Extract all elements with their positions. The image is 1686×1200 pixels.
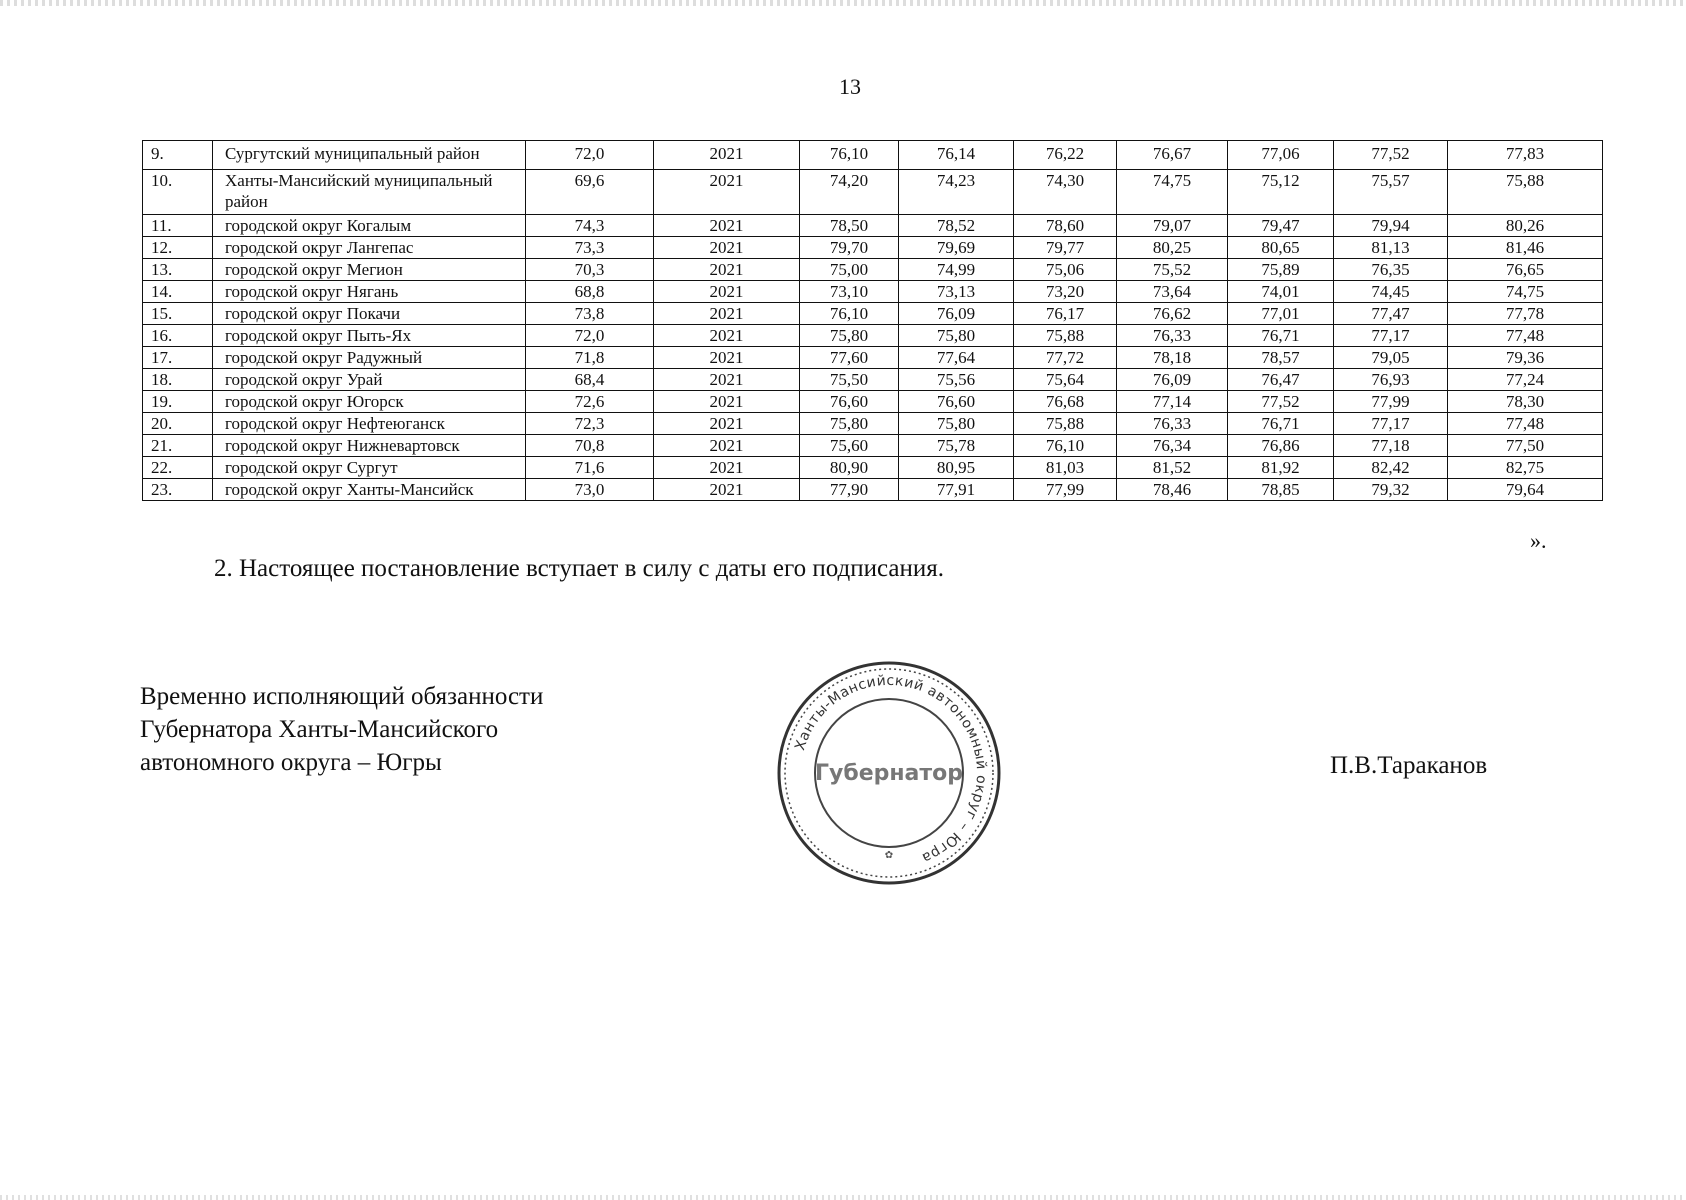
value-cell: 78,30 [1448, 391, 1603, 413]
scan-artifact-top [0, 0, 1686, 6]
value-cell: 73,0 [526, 479, 654, 501]
value-cell: 79,70 [800, 237, 899, 259]
value-cell: 71,8 [526, 347, 654, 369]
value-cell: 77,91 [899, 479, 1014, 501]
value-cell: 76,71 [1228, 413, 1334, 435]
value-cell: 73,13 [899, 281, 1014, 303]
year-cell: 2021 [654, 479, 800, 501]
page-number: 13 [839, 74, 861, 99]
value-cell: 72,0 [526, 325, 654, 347]
value-cell: 82,75 [1448, 457, 1603, 479]
value-cell: 74,75 [1117, 170, 1228, 215]
value-cell: 77,60 [800, 347, 899, 369]
seal-center-text: Губернатор [814, 761, 964, 786]
year-cell: 2021 [654, 303, 800, 325]
table-row [143, 303, 1603, 325]
year-cell: 2021 [654, 369, 800, 391]
value-cell: 76,65 [1448, 259, 1603, 281]
value-cell: 75,80 [800, 325, 899, 347]
value-cell: 76,68 [1014, 391, 1117, 413]
value-cell: 79,64 [1448, 479, 1603, 501]
scan-artifact-bottom [0, 1195, 1686, 1200]
signature-title-line-3: автономного округа – Югры [140, 749, 442, 776]
value-cell: 81,92 [1228, 457, 1334, 479]
value-cell: 75,64 [1014, 369, 1117, 391]
table-row [143, 215, 1603, 237]
value-cell: 79,36 [1448, 347, 1603, 369]
year-cell: 2021 [654, 325, 800, 347]
value-cell: 76,17 [1014, 303, 1117, 325]
row-number-cell: 19. [143, 391, 213, 413]
value-cell: 80,25 [1117, 237, 1228, 259]
value-cell: 78,18 [1117, 347, 1228, 369]
value-cell: 81,46 [1448, 237, 1603, 259]
table-row [143, 347, 1603, 369]
governor-seal [774, 658, 1004, 888]
value-cell: 76,34 [1117, 435, 1228, 457]
row-number-cell: 13. [143, 259, 213, 281]
signature-title-line-1: Временно исполняющий обязанности [140, 683, 544, 710]
value-cell: 73,8 [526, 303, 654, 325]
value-cell: 77,72 [1014, 347, 1117, 369]
value-cell: 77,99 [1334, 391, 1448, 413]
value-cell: 80,95 [899, 457, 1014, 479]
indicator-table [142, 140, 1603, 501]
table-row [143, 369, 1603, 391]
value-cell: 73,64 [1117, 281, 1228, 303]
value-cell: 81,03 [1014, 457, 1117, 479]
municipality-name-cell: городской округ Пыть-Ях [213, 325, 526, 347]
value-cell: 77,17 [1334, 325, 1448, 347]
value-cell: 74,45 [1334, 281, 1448, 303]
value-cell: 77,99 [1014, 479, 1117, 501]
table-row [143, 479, 1603, 501]
value-cell: 76,93 [1334, 369, 1448, 391]
value-cell: 75,88 [1448, 170, 1603, 215]
value-cell: 76,10 [800, 303, 899, 325]
value-cell: 75,60 [800, 435, 899, 457]
value-cell: 72,6 [526, 391, 654, 413]
value-cell: 77,78 [1448, 303, 1603, 325]
value-cell: 76,60 [899, 391, 1014, 413]
value-cell: 75,06 [1014, 259, 1117, 281]
signature-title-line-2: Губернатора Ханты-Мансийского [140, 716, 499, 743]
row-number-cell: 10. [143, 170, 213, 215]
row-number-cell: 9. [143, 141, 213, 170]
value-cell: 74,99 [899, 259, 1014, 281]
value-cell: 74,30 [1014, 170, 1117, 215]
year-cell: 2021 [654, 237, 800, 259]
value-cell: 77,48 [1448, 413, 1603, 435]
value-cell: 78,46 [1117, 479, 1228, 501]
row-number-cell: 11. [143, 215, 213, 237]
value-cell: 75,50 [800, 369, 899, 391]
row-number-cell: 16. [143, 325, 213, 347]
row-number-cell: 18. [143, 369, 213, 391]
row-number-cell: 22. [143, 457, 213, 479]
value-cell: 79,47 [1228, 215, 1334, 237]
seal-star-icon: ✿ [884, 850, 894, 861]
value-cell: 76,60 [800, 391, 899, 413]
value-cell: 76,71 [1228, 325, 1334, 347]
value-cell: 79,77 [1014, 237, 1117, 259]
value-cell: 78,85 [1228, 479, 1334, 501]
value-cell: 77,90 [800, 479, 899, 501]
value-cell: 82,42 [1334, 457, 1448, 479]
value-cell: 78,60 [1014, 215, 1117, 237]
value-cell: 77,17 [1334, 413, 1448, 435]
table-row [143, 413, 1603, 435]
value-cell: 77,24 [1448, 369, 1603, 391]
value-cell: 79,69 [899, 237, 1014, 259]
year-cell: 2021 [654, 141, 800, 170]
value-cell: 76,22 [1014, 141, 1117, 170]
row-number-cell: 12. [143, 237, 213, 259]
value-cell: 75,78 [899, 435, 1014, 457]
value-cell: 75,80 [800, 413, 899, 435]
municipality-name-cell: городской округ Ханты-Мансийск [213, 479, 526, 501]
value-cell: 77,52 [1228, 391, 1334, 413]
table-row [143, 435, 1603, 457]
value-cell: 75,88 [1014, 325, 1117, 347]
municipality-name-cell: Сургутский муниципальный район [213, 141, 526, 170]
year-cell: 2021 [654, 457, 800, 479]
value-cell: 74,3 [526, 215, 654, 237]
value-cell: 78,50 [800, 215, 899, 237]
value-cell: 76,62 [1117, 303, 1228, 325]
value-cell: 77,01 [1228, 303, 1334, 325]
municipality-name-cell: городской округ Радужный [213, 347, 526, 369]
year-cell: 2021 [654, 391, 800, 413]
signer-name: П.В.Тараканов [1330, 752, 1488, 779]
value-cell: 69,6 [526, 170, 654, 215]
row-number-cell: 17. [143, 347, 213, 369]
value-cell: 68,4 [526, 369, 654, 391]
value-cell: 72,0 [526, 141, 654, 170]
signature-block [140, 680, 543, 779]
value-cell: 74,75 [1448, 281, 1603, 303]
value-cell: 77,52 [1334, 141, 1448, 170]
value-cell: 80,90 [800, 457, 899, 479]
value-cell: 76,09 [899, 303, 1014, 325]
year-cell: 2021 [654, 215, 800, 237]
value-cell: 80,65 [1228, 237, 1334, 259]
value-cell: 76,33 [1117, 413, 1228, 435]
municipality-name-cell: городской округ Нефтеюганск [213, 413, 526, 435]
value-cell: 71,6 [526, 457, 654, 479]
year-cell: 2021 [654, 259, 800, 281]
value-cell: 81,13 [1334, 237, 1448, 259]
row-number-cell: 15. [143, 303, 213, 325]
value-cell: 77,18 [1334, 435, 1448, 457]
value-cell: 75,12 [1228, 170, 1334, 215]
value-cell: 68,8 [526, 281, 654, 303]
value-cell: 76,35 [1334, 259, 1448, 281]
year-cell: 2021 [654, 347, 800, 369]
municipality-name-cell: городской округ Лангепас [213, 237, 526, 259]
value-cell: 76,14 [899, 141, 1014, 170]
value-cell: 76,09 [1117, 369, 1228, 391]
value-cell: 75,80 [899, 325, 1014, 347]
municipality-name-cell: городской округ Югорск [213, 391, 526, 413]
value-cell: 79,32 [1334, 479, 1448, 501]
table-row [143, 457, 1603, 479]
municipality-name-cell: городской округ Мегион [213, 259, 526, 281]
value-cell: 80,26 [1448, 215, 1603, 237]
value-cell: 75,89 [1228, 259, 1334, 281]
table-row [143, 391, 1603, 413]
table-row [143, 259, 1603, 281]
closing-quote: ». [1530, 528, 1547, 553]
value-cell: 75,52 [1117, 259, 1228, 281]
value-cell: 75,57 [1334, 170, 1448, 215]
value-cell: 76,33 [1117, 325, 1228, 347]
value-cell: 73,10 [800, 281, 899, 303]
municipality-name-cell: городской округ Нягань [213, 281, 526, 303]
value-cell: 74,01 [1228, 281, 1334, 303]
year-cell: 2021 [654, 435, 800, 457]
value-cell: 76,67 [1117, 141, 1228, 170]
table-row [143, 141, 1603, 170]
clause-2-text: 2. Настоящее постановление вступает в силу с даты его подписания. [214, 555, 944, 582]
value-cell: 77,06 [1228, 141, 1334, 170]
value-cell: 74,20 [800, 170, 899, 215]
municipality-name-cell: городской округ Покачи [213, 303, 526, 325]
value-cell: 73,3 [526, 237, 654, 259]
value-cell: 77,48 [1448, 325, 1603, 347]
value-cell: 77,50 [1448, 435, 1603, 457]
value-cell: 79,07 [1117, 215, 1228, 237]
value-cell: 79,05 [1334, 347, 1448, 369]
municipality-name-cell: городской округ Сургут [213, 457, 526, 479]
row-number-cell: 23. [143, 479, 213, 501]
value-cell: 78,57 [1228, 347, 1334, 369]
seal-ring-text: Ханты-Мансийский автономный округ – Югра [792, 672, 990, 867]
value-cell: 77,64 [899, 347, 1014, 369]
municipality-name-cell: городской округ Нижневартовск [213, 435, 526, 457]
table-row [143, 170, 1603, 215]
value-cell: 75,88 [1014, 413, 1117, 435]
value-cell: 75,80 [899, 413, 1014, 435]
year-cell: 2021 [654, 413, 800, 435]
value-cell: 73,20 [1014, 281, 1117, 303]
value-cell: 77,14 [1117, 391, 1228, 413]
row-number-cell: 14. [143, 281, 213, 303]
municipality-name-cell: Ханты-Мансийский муниципальный район [213, 170, 526, 215]
value-cell: 70,3 [526, 259, 654, 281]
municipality-name-cell: городской округ Когалым [213, 215, 526, 237]
value-cell: 76,47 [1228, 369, 1334, 391]
table-row [143, 237, 1603, 259]
value-cell: 77,47 [1334, 303, 1448, 325]
value-cell: 75,00 [800, 259, 899, 281]
value-cell: 76,10 [800, 141, 899, 170]
value-cell: 81,52 [1117, 457, 1228, 479]
value-cell: 70,8 [526, 435, 654, 457]
value-cell: 72,3 [526, 413, 654, 435]
municipality-name-cell: городской округ Урай [213, 369, 526, 391]
value-cell: 76,10 [1014, 435, 1117, 457]
value-cell: 77,83 [1448, 141, 1603, 170]
row-number-cell: 21. [143, 435, 213, 457]
year-cell: 2021 [654, 281, 800, 303]
row-number-cell: 20. [143, 413, 213, 435]
table-row [143, 325, 1603, 347]
value-cell: 75,56 [899, 369, 1014, 391]
value-cell: 78,52 [899, 215, 1014, 237]
value-cell: 79,94 [1334, 215, 1448, 237]
year-cell: 2021 [654, 170, 800, 215]
value-cell: 76,86 [1228, 435, 1334, 457]
value-cell: 74,23 [899, 170, 1014, 215]
table-row [143, 281, 1603, 303]
